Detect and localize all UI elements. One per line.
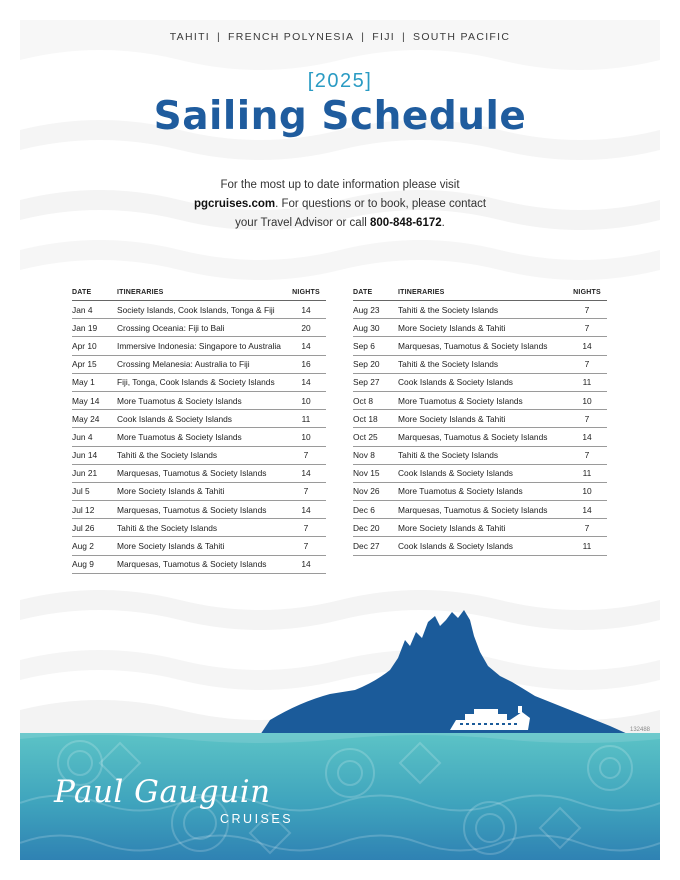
table-row [353, 337, 607, 355]
cell-date: Aug 2 [72, 537, 117, 555]
cell-itinerary: Crossing Oceania: Fiji to Bali [117, 319, 286, 337]
table-row [353, 501, 607, 519]
cell-nights: 14 [567, 337, 607, 355]
cell-date: Aug 23 [353, 301, 398, 319]
cell-itinerary: Marquesas, Tuamotus & Society Islands [117, 464, 286, 482]
header-nights: NIGHTS [286, 289, 326, 301]
cell-nights: 10 [286, 391, 326, 409]
cell-nights: 14 [286, 337, 326, 355]
cell-date: Nov 26 [353, 482, 398, 500]
table-row [72, 446, 326, 464]
cell-itinerary: Society Islands, Cook Islands, Tonga & Fiji [117, 301, 286, 319]
cell-itinerary: Tahiti & the Society Islands [398, 301, 567, 319]
phone-number[interactable]: 800-848-6172 [370, 217, 442, 229]
cell-date: Oct 8 [353, 391, 398, 409]
header-itineraries: ITINERARIES [117, 289, 286, 301]
cell-date: Nov 15 [353, 464, 398, 482]
cell-date: Jan 19 [72, 319, 117, 337]
cell-nights: 7 [567, 355, 607, 373]
region-separator: | [217, 31, 222, 43]
cell-nights: 11 [567, 373, 607, 391]
cell-date: May 24 [72, 410, 117, 428]
table-row [353, 428, 607, 446]
document-code: 132488 [630, 727, 651, 733]
cell-date: Jun 14 [72, 446, 117, 464]
cell-date: Apr 15 [72, 355, 117, 373]
brochure-page [20, 20, 660, 860]
cell-nights: 14 [286, 501, 326, 519]
cell-date: Sep 6 [353, 337, 398, 355]
cell-itinerary: Cook Islands & Society Islands [398, 464, 567, 482]
table-row [353, 391, 607, 409]
website-link[interactable]: pgcruises.com [193, 198, 276, 210]
table-row [72, 555, 326, 573]
cell-nights: 7 [286, 446, 326, 464]
cell-nights: 10 [567, 391, 607, 409]
cell-date: Oct 25 [353, 428, 398, 446]
intro-line-1: For the most up to date information please visit [220, 179, 460, 191]
logo-script: Paul Gauguin [54, 774, 271, 810]
paul-gauguin-logo [54, 774, 294, 826]
cell-itinerary: Cook Islands & Society Islands [398, 373, 567, 391]
cell-itinerary: Marquesas, Tuamotus & Society Islands [117, 501, 286, 519]
cell-itinerary: More Tuamotus & Society Islands [398, 391, 567, 409]
cell-nights: 14 [567, 428, 607, 446]
table-row [72, 428, 326, 446]
table-row [72, 319, 326, 337]
cell-nights: 11 [567, 537, 607, 555]
cell-nights: 7 [286, 519, 326, 537]
cell-nights: 14 [286, 555, 326, 573]
cell-itinerary: More Tuamotus & Society Islands [117, 428, 286, 446]
table-row [72, 410, 326, 428]
cell-itinerary: More Society Islands & Tahiti [117, 537, 286, 555]
region-south-pacific: SOUTH PACIFIC [413, 31, 511, 43]
cell-date: Sep 27 [353, 373, 398, 391]
cell-itinerary: More Society Islands & Tahiti [398, 319, 567, 337]
table-row [353, 319, 607, 337]
schedule-table-left [72, 289, 326, 574]
region-separator: | [361, 31, 366, 43]
cell-itinerary: More Tuamotus & Society Islands [398, 482, 567, 500]
cell-itinerary: Crossing Melanesia: Australia to Fiji [117, 355, 286, 373]
table-row [353, 446, 607, 464]
cell-nights: 14 [286, 301, 326, 319]
table-row [72, 519, 326, 537]
table-row [72, 501, 326, 519]
table-row [353, 301, 607, 319]
cell-itinerary: Marquesas, Tuamotus & Society Islands [398, 337, 567, 355]
table-row [72, 482, 326, 500]
cell-nights: 7 [567, 410, 607, 428]
header-itineraries: ITINERARIES [398, 289, 567, 301]
cell-nights: 20 [286, 319, 326, 337]
cell-itinerary: Immersive Indonesia: Singapore to Australia [117, 337, 286, 355]
schedule-year: [2025] [307, 70, 373, 92]
header-nights: NIGHTS [567, 289, 607, 301]
cell-nights: 7 [567, 301, 607, 319]
table-row [353, 537, 607, 555]
intro-line-3: your Travel Advisor or call [235, 217, 371, 229]
cell-date: Dec 6 [353, 501, 398, 519]
cell-itinerary: More Tuamotus & Society Islands [117, 391, 286, 409]
table-row [72, 355, 326, 373]
cell-date: Jun 4 [72, 428, 117, 446]
table-row [72, 301, 326, 319]
region-tahiti: TAHITI [169, 31, 211, 43]
cell-date: May 14 [72, 391, 117, 409]
cell-itinerary: Fiji, Tonga, Cook Islands & Society Islands [117, 373, 286, 391]
cell-date: Dec 27 [353, 537, 398, 555]
cell-nights: 14 [567, 501, 607, 519]
cell-date: Jul 5 [72, 482, 117, 500]
page-title: Sailing Schedule [153, 94, 527, 139]
header-date: DATE [72, 289, 117, 301]
schedule-rows-right [353, 301, 607, 556]
table-row [353, 482, 607, 500]
table-row [353, 464, 607, 482]
table-row [353, 355, 607, 373]
table-row [353, 373, 607, 391]
cell-date: May 1 [72, 373, 117, 391]
intro-line-3-end: . [441, 217, 445, 229]
table-row [72, 391, 326, 409]
table-row [353, 410, 607, 428]
intro-text [180, 176, 500, 233]
cell-itinerary: More Society Islands & Tahiti [117, 482, 286, 500]
cell-nights: 11 [567, 464, 607, 482]
logo-cruises: CRUISES [220, 812, 294, 826]
cell-itinerary: Cook Islands & Society Islands [117, 410, 286, 428]
cell-itinerary: More Society Islands & Tahiti [398, 519, 567, 537]
cell-nights: 7 [286, 537, 326, 555]
cell-date: Jul 26 [72, 519, 117, 537]
cell-date: Jan 4 [72, 301, 117, 319]
header-date: DATE [353, 289, 398, 301]
cell-date: Sep 20 [353, 355, 398, 373]
cell-date: Jul 12 [72, 501, 117, 519]
cell-nights: 7 [567, 519, 607, 537]
region-fiji: FIJI [372, 31, 395, 43]
cell-itinerary: Marquesas, Tuamotus & Society Islands [117, 555, 286, 573]
cell-itinerary: Marquesas, Tuamotus & Society Islands [398, 501, 567, 519]
table-row [72, 337, 326, 355]
table-row [72, 373, 326, 391]
cell-itinerary: Cook Islands & Society Islands [398, 537, 567, 555]
cell-date: Nov 8 [353, 446, 398, 464]
cell-itinerary: Tahiti & the Society Islands [117, 446, 286, 464]
intro-line-2: . For questions or to book, please contact [275, 198, 487, 210]
table-row [72, 537, 326, 555]
cell-itinerary: Tahiti & the Society Islands [117, 519, 286, 537]
cell-nights: 16 [286, 355, 326, 373]
region-french-polynesia: FRENCH POLYNESIA [228, 31, 355, 43]
cell-date: Jun 21 [72, 464, 117, 482]
cell-date: Apr 10 [72, 337, 117, 355]
cell-date: Aug 30 [353, 319, 398, 337]
cell-date: Dec 20 [353, 519, 398, 537]
cell-nights: 14 [286, 373, 326, 391]
cell-date: Aug 9 [72, 555, 117, 573]
table-header-row [353, 289, 607, 301]
region-separator: | [402, 31, 407, 43]
cell-itinerary: More Society Islands & Tahiti [398, 410, 567, 428]
cell-nights: 14 [286, 464, 326, 482]
cell-nights: 7 [286, 482, 326, 500]
cell-itinerary: Tahiti & the Society Islands [398, 355, 567, 373]
cell-nights: 7 [567, 446, 607, 464]
cell-nights: 7 [567, 319, 607, 337]
schedule-rows-left [72, 301, 326, 574]
schedule-table-right [353, 289, 607, 556]
region-list [20, 31, 660, 43]
cell-nights: 10 [286, 428, 326, 446]
cell-itinerary: Tahiti & the Society Islands [398, 446, 567, 464]
island-silhouette [260, 610, 630, 735]
table-header-row [72, 289, 326, 301]
table-row [353, 519, 607, 537]
cell-date: Oct 18 [353, 410, 398, 428]
table-row [72, 464, 326, 482]
cell-nights: 11 [286, 410, 326, 428]
cell-nights: 10 [567, 482, 607, 500]
cell-itinerary: Marquesas, Tuamotus & Society Islands [398, 428, 567, 446]
